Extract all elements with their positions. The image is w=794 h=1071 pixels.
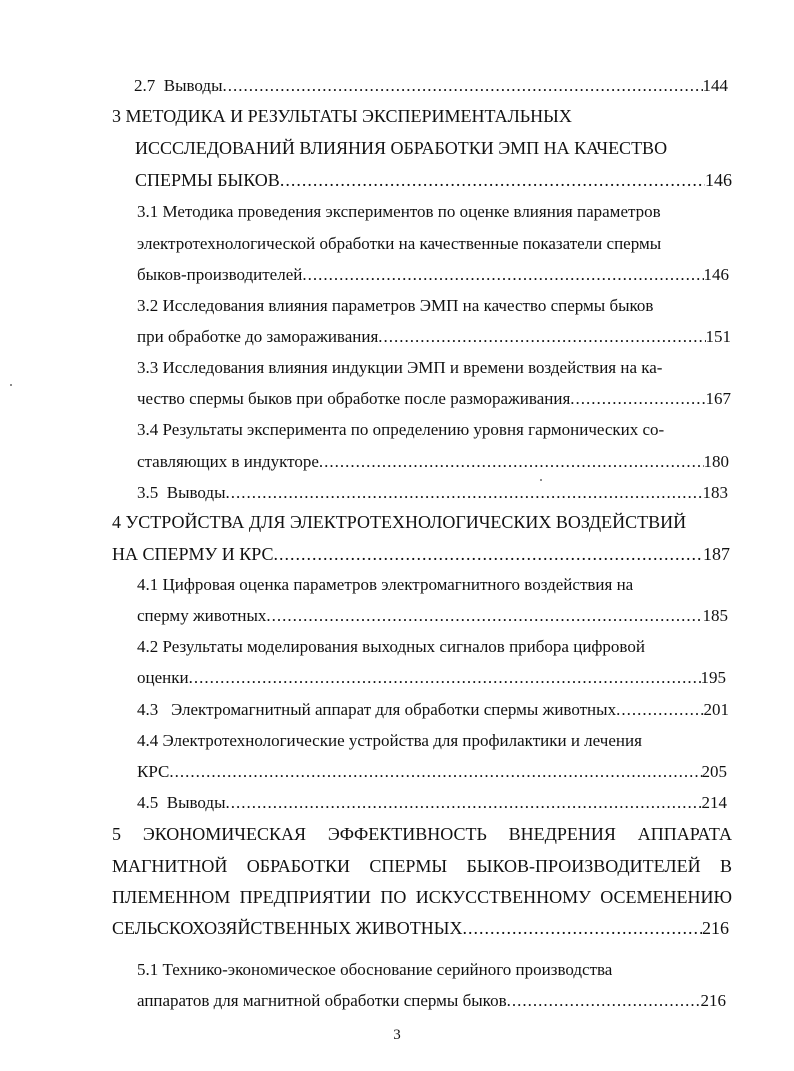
toc-entry-page: 205 [701,762,727,781]
leader-dots [570,389,705,409]
toc-entry-5-1-line2 [137,991,726,1011]
toc-entry-3-5 [137,483,728,503]
toc-entry-page: 183 [702,483,728,502]
toc-entry-label: 3.5 Выводы [137,483,226,502]
toc-chapter-5-line3: ПЛЕМЕННОМ ПРЕДПРИЯТИИ ПО ИСКУССТВЕННОМУ ОСЕМЕНЕНИЮ [112,887,732,907]
leader-dots [302,265,703,285]
toc-entry-page: 201 [703,700,729,719]
leader-dots [462,918,702,938]
toc-entry-4-1-line1: 4.1 Цифровая оценка параметров электромагнитного воздействия на [137,575,634,594]
toc-entry-3-4-line2 [137,452,729,472]
toc-entry-3-3-line1: 3.3 Исследования влияния индукции ЭМП и времени воздействия на ка- [137,358,663,377]
toc-entry-page: 167 [705,389,731,408]
toc-entry-label: быков-производителей [137,265,303,284]
toc-chapter-5-line2: МАГНИТНОЙ ОБРАБОТКИ СПЕРМЫ БЫКОВ-ПРОИЗВОДИТЕЛЕЙ В [112,856,732,876]
toc-entry-page: 146 [705,170,732,190]
toc-entry-4-2-line1: 4.2 Результаты моделирования выходных сигналов прибора цифровой [137,637,645,656]
toc-entry-3-3-line2 [137,389,731,409]
toc-chapter-3-line2: ИСССЛЕДОВАНИЙ ВЛИЯНИЯ ОБРАБОТКИ ЭМП НА КАЧЕСТВО [135,138,668,158]
toc-entry-label: НА СПЕРМУ И КРС [112,544,274,564]
toc-entry-label: сперму животных [137,606,267,625]
leader-dots [223,76,703,96]
toc-entry-2-7 [134,76,728,96]
toc-entry-3-1-line1: 3.1 Методика проведения экспериментов по оценке влияния параметров [137,202,661,221]
toc-entry-label: 4.3 Электромагнитный аппарат для обработки спермы животных [137,700,617,719]
toc-entry-page: 216 [702,918,729,938]
toc-entry-page: 185 [702,606,728,625]
toc-entry-page: 146 [703,265,729,284]
leader-dots [226,793,702,813]
leader-dots [616,700,703,720]
toc-entry-label: оценки [137,668,189,687]
toc-entry-4-1-line2 [137,606,728,626]
toc-entry-5-1-line1: 5.1 Технико-экономическое обоснование серийного производства [137,960,613,979]
toc-entry-page: 216 [700,991,726,1010]
leader-dots [189,668,701,688]
toc-entry-page: 151 [705,327,731,346]
toc-entry-page: 214 [701,793,727,812]
toc-entry-4-4-line2 [137,762,727,782]
leader-dots [169,762,701,782]
leader-dots [266,606,702,626]
toc-entry-3-4-line1: 3.4 Результаты эксперимента по определению уровня гармонических со- [137,420,665,439]
toc-entry-page: 187 [703,544,730,564]
toc-entry-3-2-line2 [137,327,731,347]
toc-chapter-3-line1: 3 МЕТОДИКА И РЕЗУЛЬТАТЫ ЭКСПЕРИМЕНТАЛЬНЫХ [112,106,572,126]
leader-dots [226,483,703,503]
toc-entry-label: при обработке до замораживания [137,327,379,346]
leader-dots [319,452,704,472]
toc-entry-label: СПЕРМЫ БЫКОВ [135,170,280,190]
scan-speck [10,384,12,386]
toc-entry-3-1-line3 [137,265,729,285]
scan-speck [540,479,542,481]
toc-entry-4-5 [137,793,727,813]
toc-entry-label: 2.7 Выводы [134,76,223,95]
page-number: 3 [393,1027,401,1043]
leader-dots [507,991,701,1011]
toc-entry-label: 4.5 Выводы [137,793,226,812]
toc-entry-4-4-line1: 4.4 Электротехнологические устройства для профилактики и лечения [137,731,642,750]
toc-entry-label: КРС [137,762,170,781]
leader-dots [274,544,704,564]
toc-entry-3-2-line1: 3.2 Исследования влияния параметров ЭМП на качество спермы быков [137,296,654,315]
toc-entry-4-2-line2 [137,668,726,688]
toc-entry-4-3 [137,700,729,720]
toc-entry-label: ставляющих в индукторе [137,452,319,471]
toc-entry-page: 180 [703,452,729,471]
toc-entry-page: 144 [702,76,728,95]
toc-chapter-4-line1: 4 УСТРОЙСТВА ДЛЯ ЭЛЕКТРОТЕХНОЛОГИЧЕСКИХ ВОЗДЕЙСТВИЙ [112,512,687,532]
toc-entry-label: чество спермы быков при обработке после размораживания [137,389,571,408]
leader-dots [280,170,705,190]
toc-entry-label: СЕЛЬСКОХОЗЯЙСТВЕННЫХ ЖИВОТНЫХ [112,918,463,938]
toc-chapter-5-line4 [112,918,729,938]
toc-entry-3-1-line2: электротехнологической обработки на качественные показатели спермы [137,234,662,253]
toc-entry-label: аппаратов для магнитной обработки спермы быков [137,991,507,1010]
toc-entry-page: 195 [700,668,726,687]
toc-chapter-3-line3 [135,170,732,190]
toc-chapter-4-line2 [112,544,730,564]
toc-chapter-5-line1: 5 ЭКОНОМИЧЕСКАЯ ЭФФЕКТИВНОСТЬ ВНЕДРЕНИЯ АППАРАТА [112,824,732,844]
leader-dots [378,327,705,347]
